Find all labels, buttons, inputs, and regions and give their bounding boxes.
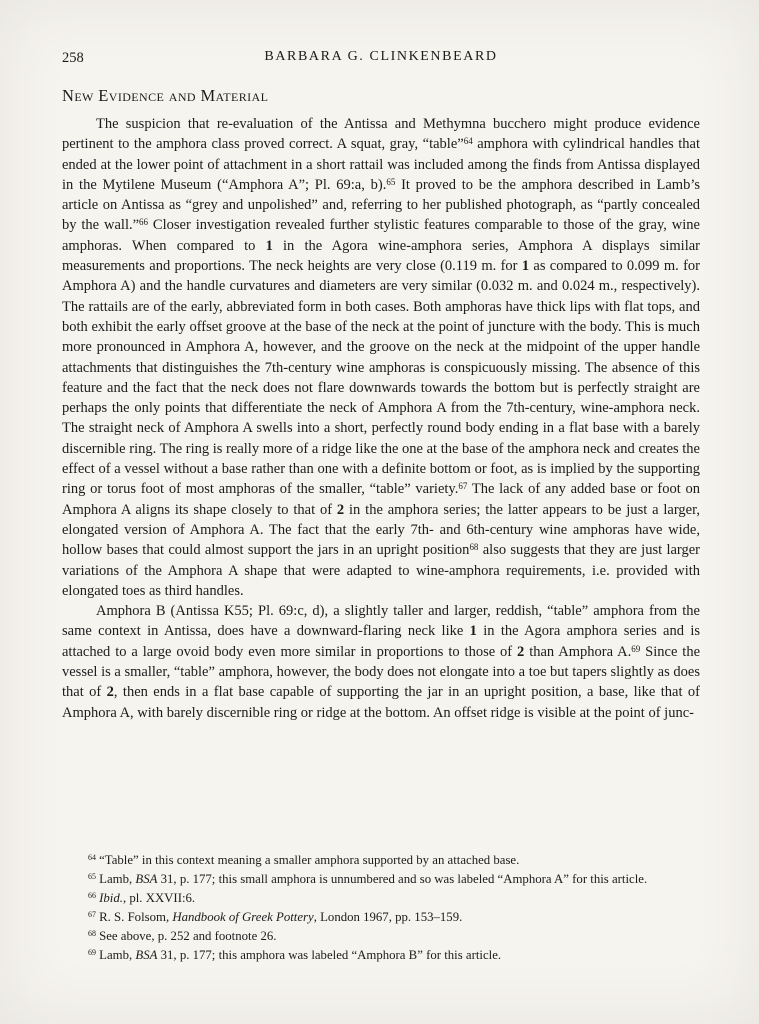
paragraph-amphora-b: Amphora B (Antissa K55; Pl. 69:c, d), a slightly taller and larger, reddish, “table” amphora from the same context in Antissa, does have a downward-flaring neck like 1 in the Agora amphora series and is attached to a large ovoid body even more similar in proportions to those of 2 than Amphora A.$^{69}$ Since the vessel is a smaller, “table” amphora, however, the body does not elongate into a toe but tapers slightly as does that of 2, then ends in a flat base capable of supporting the jar in an upright position, a base, like that of Amphora A, with barely discernible ring or ridge at the bottom. An offset ridge is visible at the point of junc- (62, 603, 701, 721)
section-heading: New Evidence and Material (62, 86, 269, 105)
article-body (62, 114, 700, 723)
running-title: BARBARA G. CLINKENBEARD (264, 49, 498, 64)
footnotes-block (62, 851, 700, 965)
page-number: 258 (62, 50, 84, 66)
page-header (62, 49, 700, 67)
footnote-68: $^{68}$ See above, p. 252 and footnote 26. (88, 929, 277, 943)
footnote-64: $^{64}$ “Table” in this context meaning a smaller amphora supported by an attached base. (88, 853, 520, 867)
footnote-65: $^{65}$ Lamb, BSA 31, p. 177; this small amphora is unnumbered and so was labeled “Amphora A” for this article. (88, 872, 648, 886)
footnote-66: $^{66}$ Ibid., pl. XXVII:6. (88, 891, 196, 905)
footnote-67: $^{67}$ R. S. Folsom, Handbook of Greek Pottery, London 1967, pp. 153–159. (88, 910, 463, 924)
footnote-69: $^{69}$ Lamb, BSA 31, p. 177; this amphora was labeled “Amphora B” for this article. (88, 948, 502, 962)
paragraph-amphora-a: The suspicion that re-evaluation of the Antissa and Methymna bucchero might produce evidence pertinent to the amphora class proved correct. A squat, gray, “table”$^{64}$ amphora with cylindrical handles that ended at the lower point of attachment in a short rattail was included among the finds from Antissa displayed in the Mytilene Museum (“Amphora A”; Pl. 69:a, b).$^{65}$ It proved to be the amphora described in Lamb’s article on Antissa as “grey and unpolished” and, referring to her published photograph, as “partly concealed by the wall.”$^{66}$ Closer investigation revealed further stylistic features comparable to those of the gray, wine amphoras. When compared to 1 in the Agora wine-amphora series, Amphora A displays similar measurements and proportions. The neck heights are very close (0.119 m. for 1 as compared to 0.099 m. for Amphora A) and the handle curvatures and diameters are very similar (0.032 m. and 0.024 m., respectively). The rattails are of the early, abbreviated form in both cases. Both amphoras have thick lips with flat tops, and both exhibit the early offset groove at the base of the neck at the point of juncture with the body. This is much more pronounced in Amphora A, however, and the groove on the neck at the midpoint of the upper handle attachments that distinguishes the 7th-century wine amphoras is conspicuously missing. The absence of this feature and the fact that the neck does not flare downwards towards the bottom but is perfectly straight are perhaps the only points that differentiate the neck of Amphora A from the 7th-century, wine-amphora neck. The straight neck of Amphora A swells into a short, perfectly round body ending in a flat base with a barely discernible ring. The ring is really more of a ridge like the one at the base of the amphora neck and creates the effect of a vessel without a base rather than one with a definite bottom or foot, as is implied by the supporting ring or torus foot of most amphoras of the smaller, “table” variety.$^{67}$ The lack of any added base or foot on Amphora A aligns its shape closely to that of 2 in the amphora series; the latter appears to be just a larger, elongated version of Amphora A. The fact that the early 7th- and 6th-century wine amphoras have wide, hollow bases that could almost support the jars in an upright position$^{68}$ also suggests that they are just larger variations of the Amphora A shape that were adapted to wine-amphora requirements, i.e. provided with elongated toes as third handles. (62, 116, 700, 599)
